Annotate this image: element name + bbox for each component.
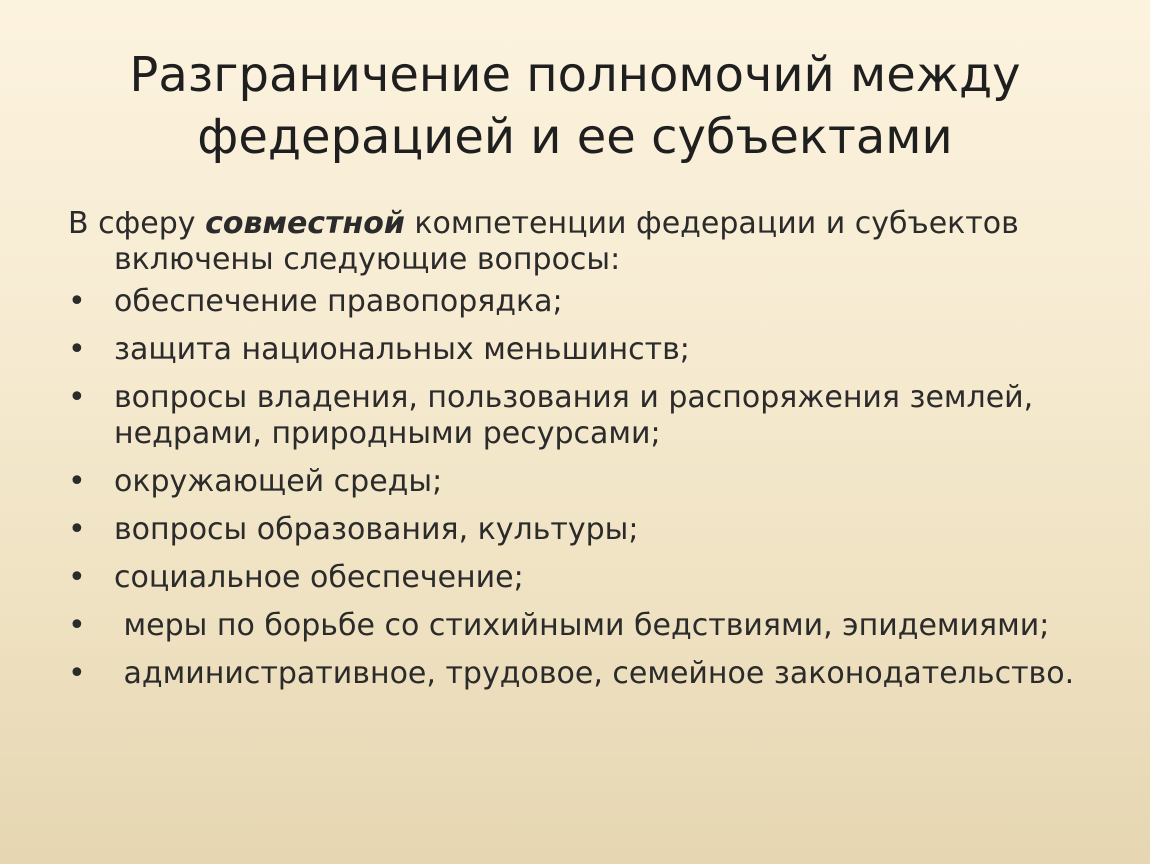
title-line-2: федерацией и ее субъектами [197,109,953,165]
list-item-text: меры по борьбе со стихийными бедствиями, эпидемиями; [114,608,1050,643]
list-item-text: административное, трудовое, семейное законодательство. [114,656,1075,691]
intro-text-end: компетенции федерации и субъектов включены следующие вопросы: [114,206,1019,277]
list-item [68,332,1108,368]
list-item-text: вопросы образования, культуры; [114,512,639,547]
intro-emphasis: совместной [205,206,405,241]
intro-paragraph [68,206,1108,278]
bullet-icon: • [68,608,86,643]
intro-text-start: В сферу [68,206,206,241]
bullet-icon: • [68,512,86,547]
bullet-icon: • [68,656,86,691]
bullet-icon: • [68,380,86,415]
list-item [68,560,1108,596]
list-item [68,512,1108,548]
list-item [68,656,1108,692]
list-item [68,380,1108,452]
slide-title [40,44,1110,168]
list-item [68,608,1108,644]
list-item-text: обеспечение правопорядка; [114,284,563,319]
bullet-icon: • [68,560,86,595]
bullet-icon: • [68,332,86,367]
bullet-icon: • [68,284,86,319]
title-line-1: Разграничение полномочий между [129,47,1021,103]
slide-body [68,206,1108,704]
list-item-text: защита национальных меньшинств; [114,332,690,367]
list-item-text: социальное обеспечение; [114,560,524,595]
bullet-icon: • [68,464,86,499]
list-item-text: вопросы владения, пользования и распоряжения землей, недрами, природными ресурсами; [114,380,1043,451]
list-item-text: окружающей среды; [114,464,443,499]
list-item [68,464,1108,500]
list-item [68,284,1108,320]
bullet-list [68,284,1108,692]
